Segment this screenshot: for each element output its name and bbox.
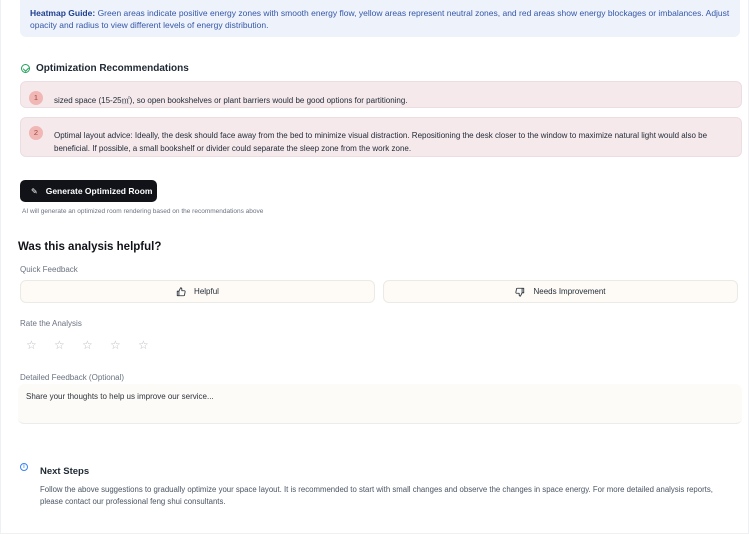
needs-improvement-button[interactable]	[383, 280, 738, 303]
helpful-label: Helpful	[194, 287, 219, 296]
rate-analysis-label: Rate the Analysis	[20, 319, 82, 328]
star-icon[interactable]: ☆	[54, 338, 65, 352]
needs-improvement-label: Needs Improvement	[533, 287, 606, 296]
generate-note: AI will generate an optimized room rendering based on the recommendations above	[22, 208, 264, 215]
star-icon[interactable]: ☆	[110, 338, 121, 352]
star-rating	[26, 339, 149, 351]
magic-wand-icon: ✎	[31, 186, 38, 196]
heatmap-guide	[20, 0, 740, 37]
star-icon[interactable]: ☆	[138, 338, 149, 352]
recommendation-text: Optimal layout advice: Ideally, the desk should face away from the bed to minimize visual distraction. Repositioning the desk closer to the window to maximize natural light would also be beneficial. If possible, a small bookshelf or divider could separate the sleep zone from the work zone.	[54, 131, 708, 153]
feedback-title: Was this analysis helpful?	[18, 241, 162, 253]
heatmap-guide-title: Heatmap Guide:	[30, 8, 96, 18]
generate-button-label: Generate Optimized Room	[45, 186, 153, 196]
check-circle-icon	[21, 64, 30, 73]
thumbs-down-icon	[515, 287, 525, 297]
recommendation-item	[20, 117, 742, 157]
heatmap-guide-text: Green areas indicate positive energy zones with smooth energy flow, yellow areas represent neutral zones, and red areas show energy blockages or imbalances. Adjust opacity and radius to view different levels of energy distribution.	[30, 8, 730, 30]
thumbs-up-icon	[176, 287, 186, 297]
recommendation-item	[20, 81, 742, 108]
generate-optimized-room-button[interactable]	[20, 180, 157, 202]
optimization-title: Optimization Recommendations	[36, 63, 189, 74]
recommendation-number: 2	[29, 126, 43, 140]
detailed-feedback-input[interactable]	[18, 384, 742, 424]
star-icon[interactable]: ☆	[26, 338, 37, 352]
recommendation-number: 1	[29, 91, 43, 105]
info-icon: i	[20, 463, 28, 471]
quick-feedback-label: Quick Feedback	[20, 265, 78, 274]
next-steps-text: Follow the above suggestions to gradually optimize your space layout. It is recommended to start with small changes and observe the changes in space energy. For more detailed analysis reports, please contact our professional feng shui consultants.	[40, 485, 713, 506]
next-steps-title: Next Steps	[40, 466, 90, 477]
optimization-header	[21, 63, 189, 74]
next-steps-section	[12, 453, 737, 515]
helpful-button[interactable]	[20, 280, 375, 303]
recommendation-text: sized space (15-25㎡), so open bookshelves or plant barriers would be good options for partitioning.	[54, 96, 408, 105]
star-icon[interactable]: ☆	[82, 338, 93, 352]
detailed-feedback-label: Detailed Feedback (Optional)	[20, 373, 125, 382]
